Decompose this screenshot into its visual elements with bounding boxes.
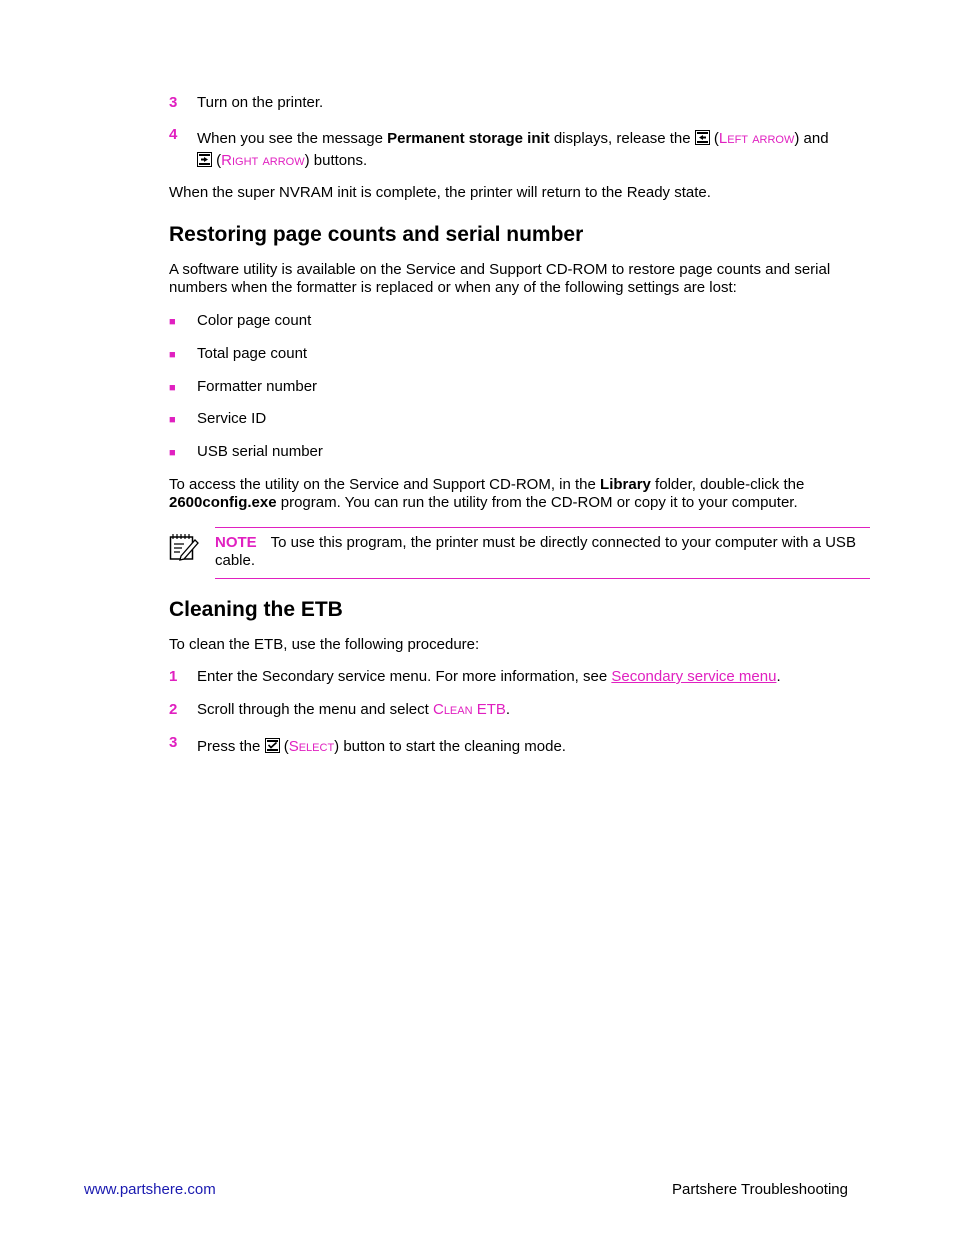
program-name: 2600config.exe — [169, 494, 277, 511]
step-number: 1 — [169, 668, 178, 685]
left-arrow-button-icon — [695, 130, 710, 145]
step-text: Press the (Select) button to start the cleaning mode. — [197, 738, 566, 755]
section-intro: A software utility is available on the Service and Support CD-ROM to restore page counts and serial numbers when the formatter is replaced or when any of the following settings are lost: — [169, 261, 831, 296]
right-arrow-label: Right arrow — [221, 152, 305, 169]
bullet-icon: ■ — [169, 414, 176, 426]
select-button-icon — [265, 738, 280, 753]
bullet-icon: ■ — [169, 382, 176, 394]
note-text: To use this program, the printer must be directly connected to your computer with a USB cable. — [215, 534, 856, 569]
nvram-complete-text: When the super NVRAM init is complete, the printer will return to the Ready state. — [169, 184, 711, 201]
note-pad-icon — [169, 532, 199, 566]
bullet-icon: ■ — [169, 447, 176, 459]
footer-section-title: Partshere Troubleshooting — [672, 1181, 848, 1198]
step-text: Turn on the printer. — [197, 94, 324, 111]
bullet-icon: ■ — [169, 316, 176, 328]
note-box — [215, 527, 870, 579]
left-arrow-label: Left arrow — [718, 130, 795, 147]
step-number: 4 — [169, 126, 178, 143]
message-name: Permanent storage init — [387, 130, 550, 147]
section-intro: To clean the ETB, use the following procedure: — [169, 636, 480, 653]
step-number: 3 — [169, 734, 178, 751]
step-text: Enter the Secondary service menu. For more information, see Secondary service menu. — [197, 668, 781, 685]
secondary-service-menu-link[interactable]: Secondary service menu — [611, 668, 777, 685]
access-instructions: To access the utility on the Service and Support CD-ROM, in the Library folder, double-click the 2600config.exe program. You can run the utility from the CD-ROM or copy it to your computer. — [169, 476, 805, 511]
note-label: NOTE — [215, 534, 257, 551]
section-title-restoring: Restoring page counts and serial number — [169, 223, 584, 246]
library-folder: Library — [600, 476, 651, 493]
step-text: When you see the message Permanent storage init displays, release the (Left arrow) and (Right arrow) buttons. — [197, 130, 829, 169]
select-label: Select — [288, 738, 335, 755]
step-text: Scroll through the menu and select Clean ETB. — [197, 701, 511, 718]
right-arrow-button-icon — [197, 152, 212, 167]
bullet-icon: ■ — [169, 349, 176, 361]
clean-etb-menu-item: Clean ETB — [432, 701, 506, 718]
section-title-cleaning: Cleaning the ETB — [169, 598, 343, 621]
footer-website-link[interactable]: www.partshere.com — [84, 1181, 216, 1198]
step-number: 2 — [169, 701, 178, 718]
note-content — [215, 534, 865, 570]
step-number: 3 — [169, 94, 178, 111]
